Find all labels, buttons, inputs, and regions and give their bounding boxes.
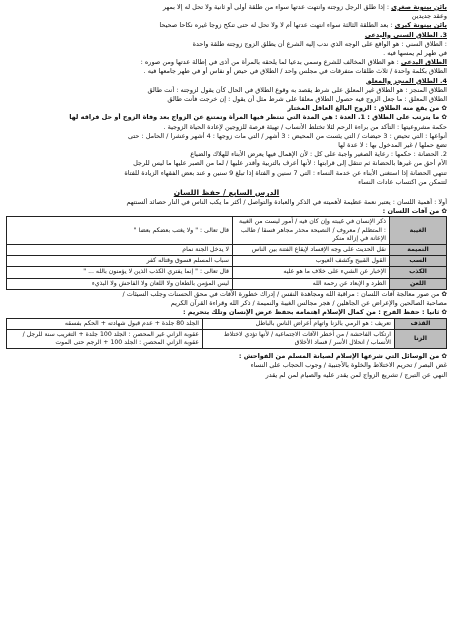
para-line: الأم أحق من غيرها بالحضانة ثم تنتقل إلى قرابتها : لأنها أعرف بالتربية وأقدر عليها / لما من الصبر عليها ما ليس للرجل bbox=[133, 159, 447, 168]
term-major-separation: بائن بينونة كبرى bbox=[394, 21, 447, 30]
table-row bbox=[7, 318, 447, 329]
row-label: الزنا bbox=[395, 329, 447, 348]
table-row bbox=[7, 256, 447, 267]
para-tongue-importance: أولا : أهمية اللسان : يعتبر نعمة عظيمة لأهميته في الذكر والعبادة والتواصل / أكثر ما يكب الناس في النار حصائد ألسنتهم bbox=[126, 198, 447, 207]
para-line: الطلاق بكلمة واحدة / ثلاث طلقات متفرقات في مجلس واحد / الطلاق في حيض أو نفاس أو في طهر جامعها فيه . bbox=[143, 67, 447, 76]
para-line: تضع حملها / غير المدخول بها : لا عدة لها bbox=[338, 141, 447, 150]
row-label: السب bbox=[390, 256, 447, 267]
row-definition: الطرد و الإبعاد عن رحمة الله bbox=[233, 278, 390, 289]
row-evidence: سباب المسلم فسوق وقتاله كفر bbox=[7, 256, 233, 267]
row-evidence: قال تعالى : " إنما يفتري الكذب الذين لا يؤمنون بالله ... " bbox=[7, 267, 233, 278]
para-bidi-divorce: الطلاق البدعي : هو الطلاق المخالف للشرع وسمي بدعيا لما يلحقه بالمرأة من أذى في إطالة عدتها ومن صوره : bbox=[140, 58, 447, 67]
para-remedies: ✿ من صور معالجة آفات اللسان : مراقبة الله ومجاهدة النفس / إدراك خطورة الآفات في محق الحسنات وجلب السيئات / bbox=[122, 289, 447, 298]
row-definition: ذكر الإنسان في غيبته وإن كان فيه / أمور ليست من الغيبة : المتظلم / معروف / النصيحة محذر مجاهر فسقا / طالب الإعانة في إزالة منكر bbox=[233, 217, 390, 245]
heading-sunni-bidi: 3. الطلاق السني والبدعي bbox=[364, 30, 447, 39]
para-line: في طهر لم يمسها فيه . bbox=[383, 49, 447, 58]
para-custody: 2. الحضانة : حكمها : رعاية الصغير واجبة على كل : لأن الإهمال فيها يعرض الأبناء للهلاك والضياع bbox=[190, 150, 447, 159]
para-line: الطلاق المعلق : ما جعل الزوج فيه حصول الطلاق معلقا على شرط مثل أن يقول : إن خرجت فأنت طالق bbox=[167, 95, 447, 104]
para-line: حكمة مشروعيتها : التأكد من براءة الرحم لئلا تختلط الأنساب / تهيئة فرصة للزوجين لإعادة الحياة الزوجية . bbox=[163, 122, 447, 131]
heading-tongue-ills: ✿ من آفات اللسان : bbox=[382, 207, 447, 216]
para-line: غض البصر / تحريم الاختلاط والخلوة بالأجنبية / وجوب الحجاب على النساء bbox=[250, 361, 447, 370]
heading-chastity: ✿ ثانيا : حفظ الفرج : من كمال الإسلام اهتمامه بحفظ عرض الإنسان وتلك بتحريم : bbox=[182, 308, 447, 317]
heading-protection-means: ✿ من الوسائل التي شرعها الإسلام لصيانة المسلم من الفواحش : bbox=[238, 352, 447, 361]
para-line: مصاحبة الصالحين والإعراض عن الجاهلين / هجر مجالس الغيبة والنميمة / ذكر الله وقراءة القرآن الكريم bbox=[170, 299, 447, 308]
row-label: الكذب bbox=[390, 267, 447, 278]
para-line: وعقد جديدين bbox=[411, 12, 447, 21]
row-penalty: عقوبة الزاني غير المحصن : الجلد 100 جلدة + التغريب سنة للرجل / عقوبة الزاني المحصن : الجلد 100 + الرجم حتى الموت bbox=[7, 329, 203, 348]
tongue-ills-table bbox=[6, 216, 447, 289]
para-line: أنواعها : التي تحيض : 3 حيضات / التي يئست من المحيض : 3 أشهر / التي مات زوجها : 4 أشهر وعشرا / الحامل : حتى bbox=[127, 131, 447, 140]
para-minor-separation: بائن بينونة صغرى : إذا طلق الرجل زوجته وانتهت عدتها سواء من طلقة أولى أو ثانية ولا تحل له إلا بمهر bbox=[162, 3, 447, 11]
para-line: لتتمكن من اكتساب عادات النساء bbox=[358, 177, 447, 186]
lesson-title: الدرس السابع / حفظ اللسان bbox=[173, 188, 280, 198]
row-penalty: الجلد 80 جلدة + عدم قبول شهادته + الحكم بفسقه bbox=[7, 318, 203, 329]
row-definition: تعريف : هو الرمي بالزنا واتهام أعراض الناس بالباطل bbox=[203, 318, 395, 329]
table-row bbox=[7, 245, 447, 256]
table-row bbox=[7, 267, 447, 278]
para-line: تنتهي الحضانة إذا استغنى الأبناء عن خدمة النساء : التي 7 سنين و الفتاة إذا تبلغ 9 سنين و عند بعض الفقهاء الزيادة للفتاة bbox=[124, 168, 447, 177]
table-row bbox=[7, 217, 447, 245]
chastity-table bbox=[6, 318, 447, 350]
table-row bbox=[7, 278, 447, 289]
term-minor-separation: بائن بينونة صغرى bbox=[391, 3, 447, 11]
row-label: اللعن bbox=[390, 278, 447, 289]
row-evidence: لا يدخل الجنة نمام bbox=[7, 245, 233, 256]
row-label: الغيبة bbox=[390, 217, 447, 245]
table-row bbox=[7, 329, 447, 348]
para-who-divorces: ✿ من يقع منه الطلاق : الزوج البالغ العاقل المختار bbox=[287, 104, 447, 113]
row-definition: ارتكاب الفاحشة / من أخطر الآفات الاجتماعية / لأنها تؤدي لاختلاط الأنساب / انحلال الأسر / فساد الأخلاق bbox=[203, 329, 395, 348]
heading-immediate-conditional: 4. الطلاق المنجز والمعلق bbox=[365, 76, 447, 85]
row-definition: نقل الحديث على وجه الإفساد لإيقاع الفتنة بين الناس bbox=[233, 245, 390, 256]
para-major-separation: بائن بينونة كبرى : بعد الطلقة الثالثة سواء انتهت عدتها أم لا ولا تحل له حتى تنكح زوجا غيره نكاحا صحيحا bbox=[159, 21, 447, 30]
para-consequences: ✿ ما يترتب على الطلاق : 1. العدة : هي المدة التي تنتظر فيها المرأة وتمتنع عن الزواج بعد وفاة الزوج أو حل فراقه لها bbox=[69, 113, 447, 122]
row-definition: القول القبيح وكشف العيوب bbox=[233, 256, 390, 267]
row-definition: الإخبار عن الشيء على خلاف ما هو عليه bbox=[233, 267, 390, 278]
para-line: النهي عن التبرج / تشريع الزواج لمن يقدر عليه والصيام لمن لم يقدر bbox=[265, 370, 447, 379]
row-label: النميمة bbox=[390, 245, 447, 256]
row-evidence: ليس المؤمن بالطعان ولا اللعان ولا الفاحش ولا البذيء bbox=[7, 278, 233, 289]
row-label: القذف bbox=[395, 318, 447, 329]
row-evidence: قال تعالى : " ولا يغتب بعضكم بعضا " bbox=[7, 217, 233, 245]
para-line: : الطلاق السني : هو الواقع على الوجه الذي ندب إليه الشرع أن يطلق الزوج زوجته طلقة واحدة bbox=[192, 39, 447, 48]
para-line: الطلاق المنجز : هو الطلاق غير المعلق على شرط يقصد به وقوع الطلاق في الحال كأن يقول لزوجته : أنت طالق bbox=[147, 85, 447, 94]
term-bidi-divorce: الطلاق البدعي bbox=[400, 58, 447, 67]
